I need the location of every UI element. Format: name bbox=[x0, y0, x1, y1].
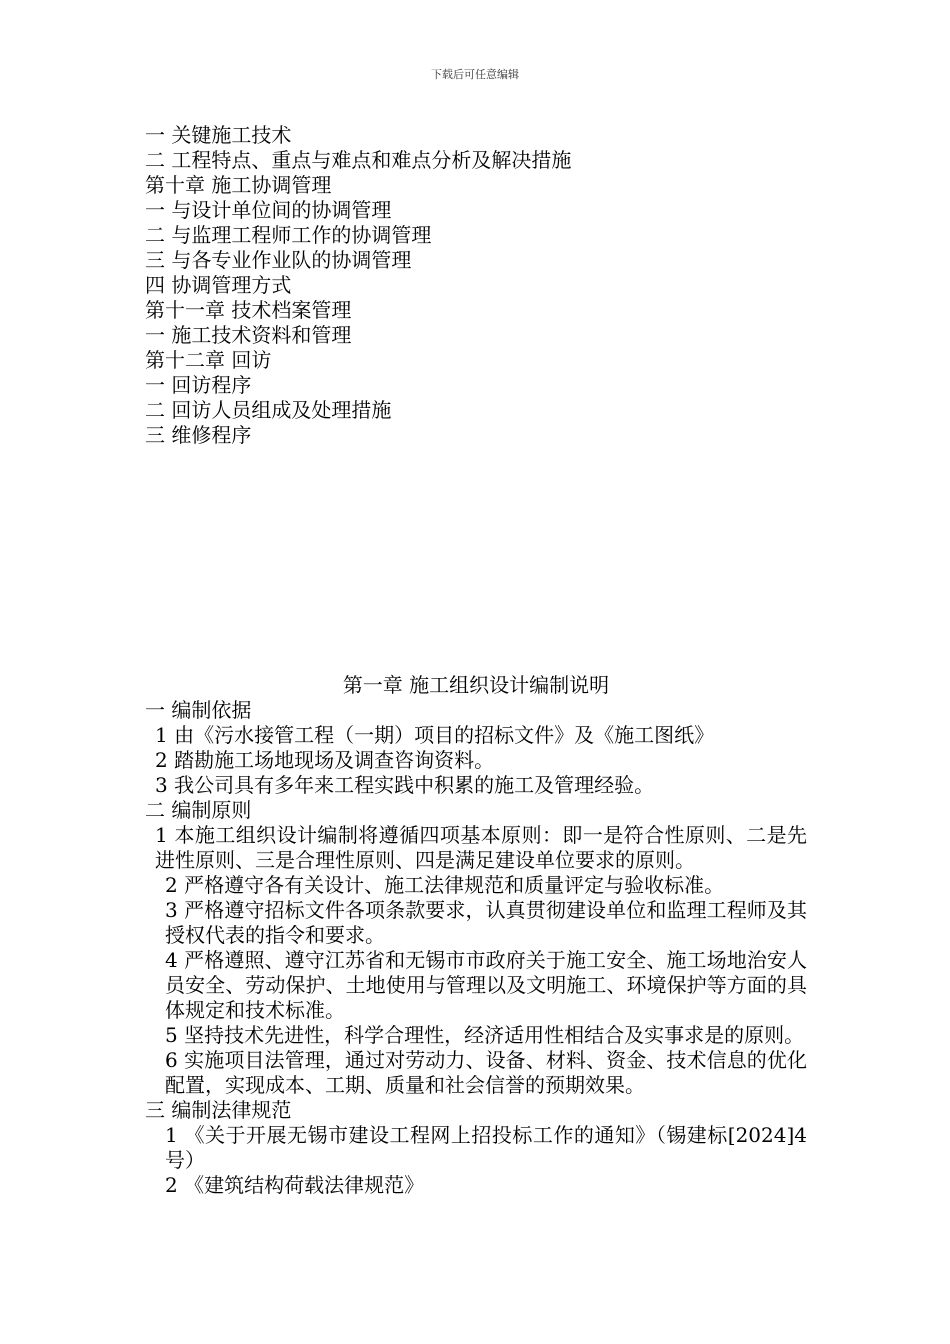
toc-item: 二 工程特点、重点与难点和难点分析及解决措施 bbox=[145, 148, 572, 172]
section-heading: 二 编制原则 bbox=[145, 798, 252, 822]
list-item: 2 踏勘施工场地现场及调查咨询资料。 bbox=[155, 748, 495, 772]
list-item: 1 由《污水接管工程（一期）项目的招标文件》及《施工图纸》 bbox=[155, 723, 715, 747]
paragraph: 2 严格遵守各有关设计、施工法律规范和质量评定与验收标准。 bbox=[165, 873, 725, 897]
paragraph: 4 严格遵照、遵守江苏省和无锡市市政府关于施工安全、施工场地治安人员安全、劳动保护、土地使用与管理以及文明施工、环境保护等方面的具体规定和技术标准。 bbox=[165, 948, 807, 1022]
toc-item: 三 维修程序 bbox=[145, 423, 252, 447]
chapter-title: 第一章 施工组织设计编制说明 bbox=[342, 673, 610, 697]
paragraph: 5 坚持技术先进性，科学合理性，经济适用性相结合及实事求是的原则。 bbox=[165, 1023, 805, 1047]
chapter-body bbox=[145, 673, 807, 1198]
paragraph: 2 《建筑结构荷载法律规范》 bbox=[165, 1173, 425, 1197]
toc-item: 四 协调管理方式 bbox=[145, 273, 292, 297]
toc-item: 二 回访人员组成及处理措施 bbox=[145, 398, 392, 422]
section-heading: 一 编制依据 bbox=[145, 698, 252, 722]
toc-item: 三 与各专业作业队的协调管理 bbox=[145, 248, 412, 272]
toc-item: 第十一章 技术档案管理 bbox=[145, 298, 352, 322]
toc-item: 一 施工技术资料和管理 bbox=[145, 323, 352, 347]
toc-item: 一 关键施工技术 bbox=[145, 123, 292, 147]
paragraph: 1 《关于开展无锡市建设工程网上招投标工作的通知》（锡建标[2024]4 号） bbox=[165, 1123, 807, 1172]
toc-item: 第十章 施工协调管理 bbox=[145, 173, 332, 197]
list-item: 3 我公司具有多年来工程实践中积累的施工及管理经验。 bbox=[155, 773, 655, 797]
paragraph: 1 本施工组织设计编制将遵循四项基本原则：即一是符合性原则、二是先进性原则、三是合理性原则、四是满足建设单位要求的原则。 bbox=[155, 823, 807, 872]
page-header: 下载后可任意编辑 bbox=[431, 68, 519, 81]
paragraph: 6 实施项目法管理，通过对劳动力、设备、材料、资金、技术信息的优化配置，实现成本、工期、质量和社会信誉的预期效果。 bbox=[165, 1048, 807, 1097]
toc-item: 一 与设计单位间的协调管理 bbox=[145, 198, 392, 222]
paragraph: 3 严格遵守招标文件各项条款要求，认真贯彻建设单位和监理工程师及其授权代表的指令和要求。 bbox=[165, 898, 807, 947]
toc-item: 第十二章 回访 bbox=[145, 348, 272, 372]
toc-item: 二 与监理工程师工作的协调管理 bbox=[145, 223, 432, 247]
table-of-contents bbox=[145, 123, 825, 448]
section-heading: 三 编制法律规范 bbox=[145, 1098, 292, 1122]
toc-item: 一 回访程序 bbox=[145, 373, 252, 397]
